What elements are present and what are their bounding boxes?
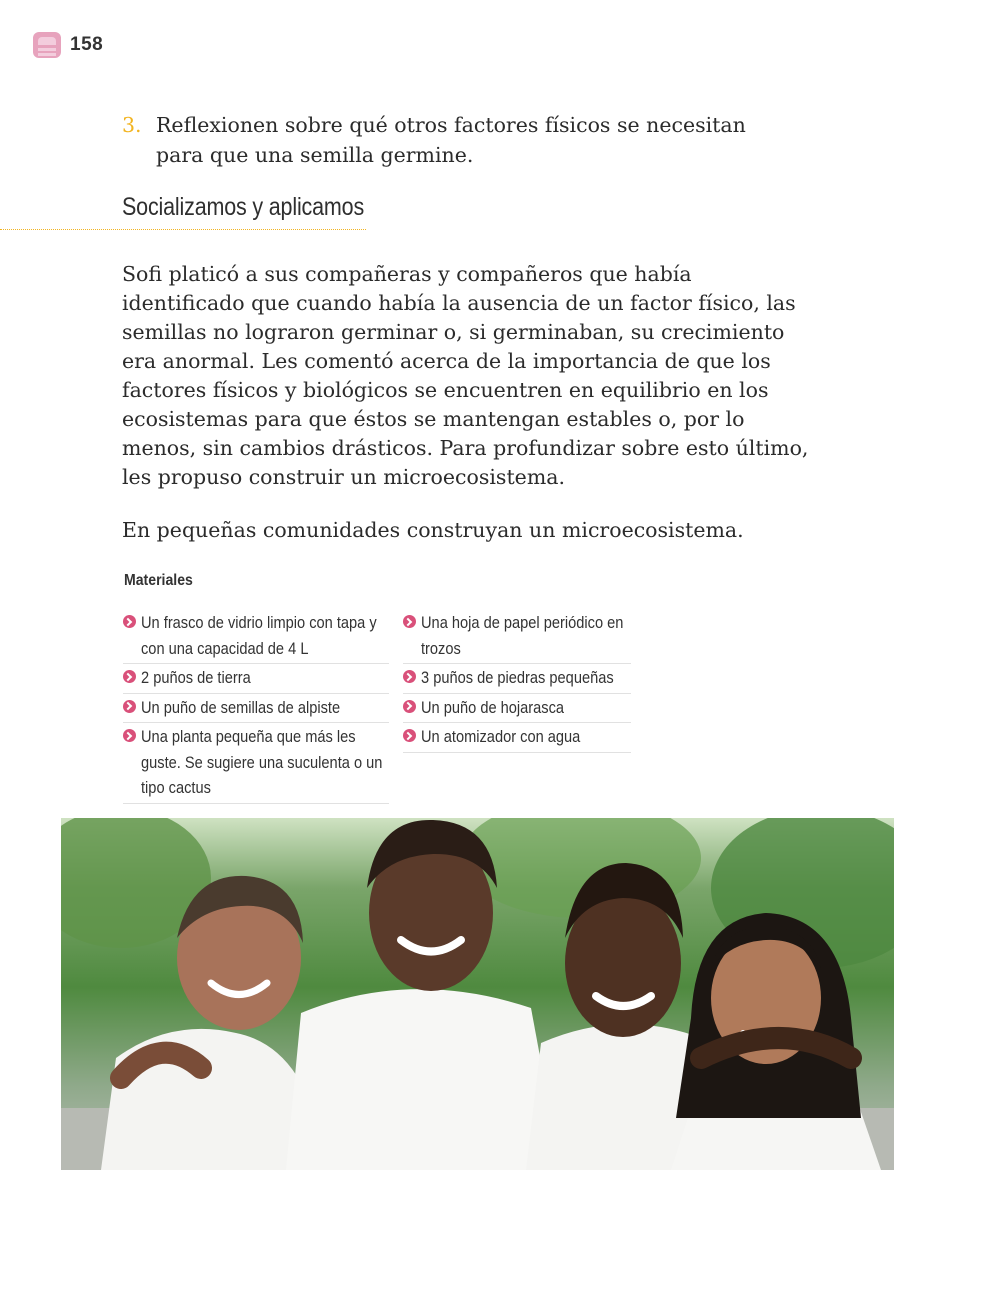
list-item bbox=[123, 723, 389, 804]
materials-list-left bbox=[123, 609, 389, 804]
list-item-text: Una planta pequeña que más les guste. Se sugiere una suculenta o un tipo cactus bbox=[141, 727, 383, 797]
materials-list-right bbox=[403, 609, 631, 753]
chevron-right-icon bbox=[123, 700, 136, 713]
children-photo bbox=[61, 818, 894, 1170]
list-item bbox=[123, 664, 389, 694]
section-title: Socializamos y aplicamos bbox=[122, 193, 365, 221]
chevron-right-icon bbox=[403, 700, 416, 713]
materials-title: Materiales bbox=[124, 572, 193, 589]
list-item bbox=[403, 609, 631, 664]
chevron-right-icon bbox=[403, 670, 416, 683]
list-item bbox=[403, 664, 631, 694]
chevron-right-icon bbox=[123, 670, 136, 683]
chevron-right-icon bbox=[123, 729, 136, 742]
children-illustration bbox=[61, 818, 894, 1170]
paragraph-intro: Sofi platicó a sus compañeras y compañeros que había identificado que cuando había la ausencia de un factor físico, las semillas no lograron germinar o, si germinaban, su crecimiento era anormal. Les comentó acerca de la importancia de que los factores físicos y biológicos se encuentren en equilibrio en los ecosistemas para que éstos se mantengan estables o, por lo menos, sin cambios drásticos. Para profundizar sobre esto último, les propuso construir un microecosistema. bbox=[122, 262, 809, 489]
step-text: Reflexionen sobre qué otros factores físicos se necesitan para que una semilla germine. bbox=[156, 113, 746, 167]
section-divider bbox=[0, 229, 366, 230]
list-item-text: 2 puños de tierra bbox=[141, 668, 251, 687]
chevron-right-icon bbox=[123, 615, 136, 628]
list-item-text: Un puño de semillas de alpiste bbox=[141, 697, 341, 717]
list-item-text: Un frasco de vidrio limpio con tapa y con una capacidad de 4 L bbox=[141, 613, 377, 658]
list-item-text: Un puño de hojarasca bbox=[421, 697, 565, 717]
list-item bbox=[123, 609, 389, 664]
list-item bbox=[123, 694, 389, 724]
list-item-text: 3 puños de piedras pequeñas bbox=[421, 668, 614, 687]
step-number: 3. bbox=[122, 113, 142, 137]
chevron-right-icon bbox=[403, 615, 416, 628]
list-item bbox=[403, 723, 631, 753]
list-item bbox=[403, 694, 631, 724]
list-item-text: Un atomizador con agua bbox=[421, 727, 581, 746]
paragraph-instruction: En pequeñas comunidades construyan un microecosistema. bbox=[122, 518, 744, 542]
book-icon bbox=[33, 32, 61, 58]
chevron-right-icon bbox=[403, 729, 416, 742]
list-item-text: Una hoja de papel periódico en trozos bbox=[421, 613, 624, 658]
page-number: 158 bbox=[70, 34, 104, 55]
